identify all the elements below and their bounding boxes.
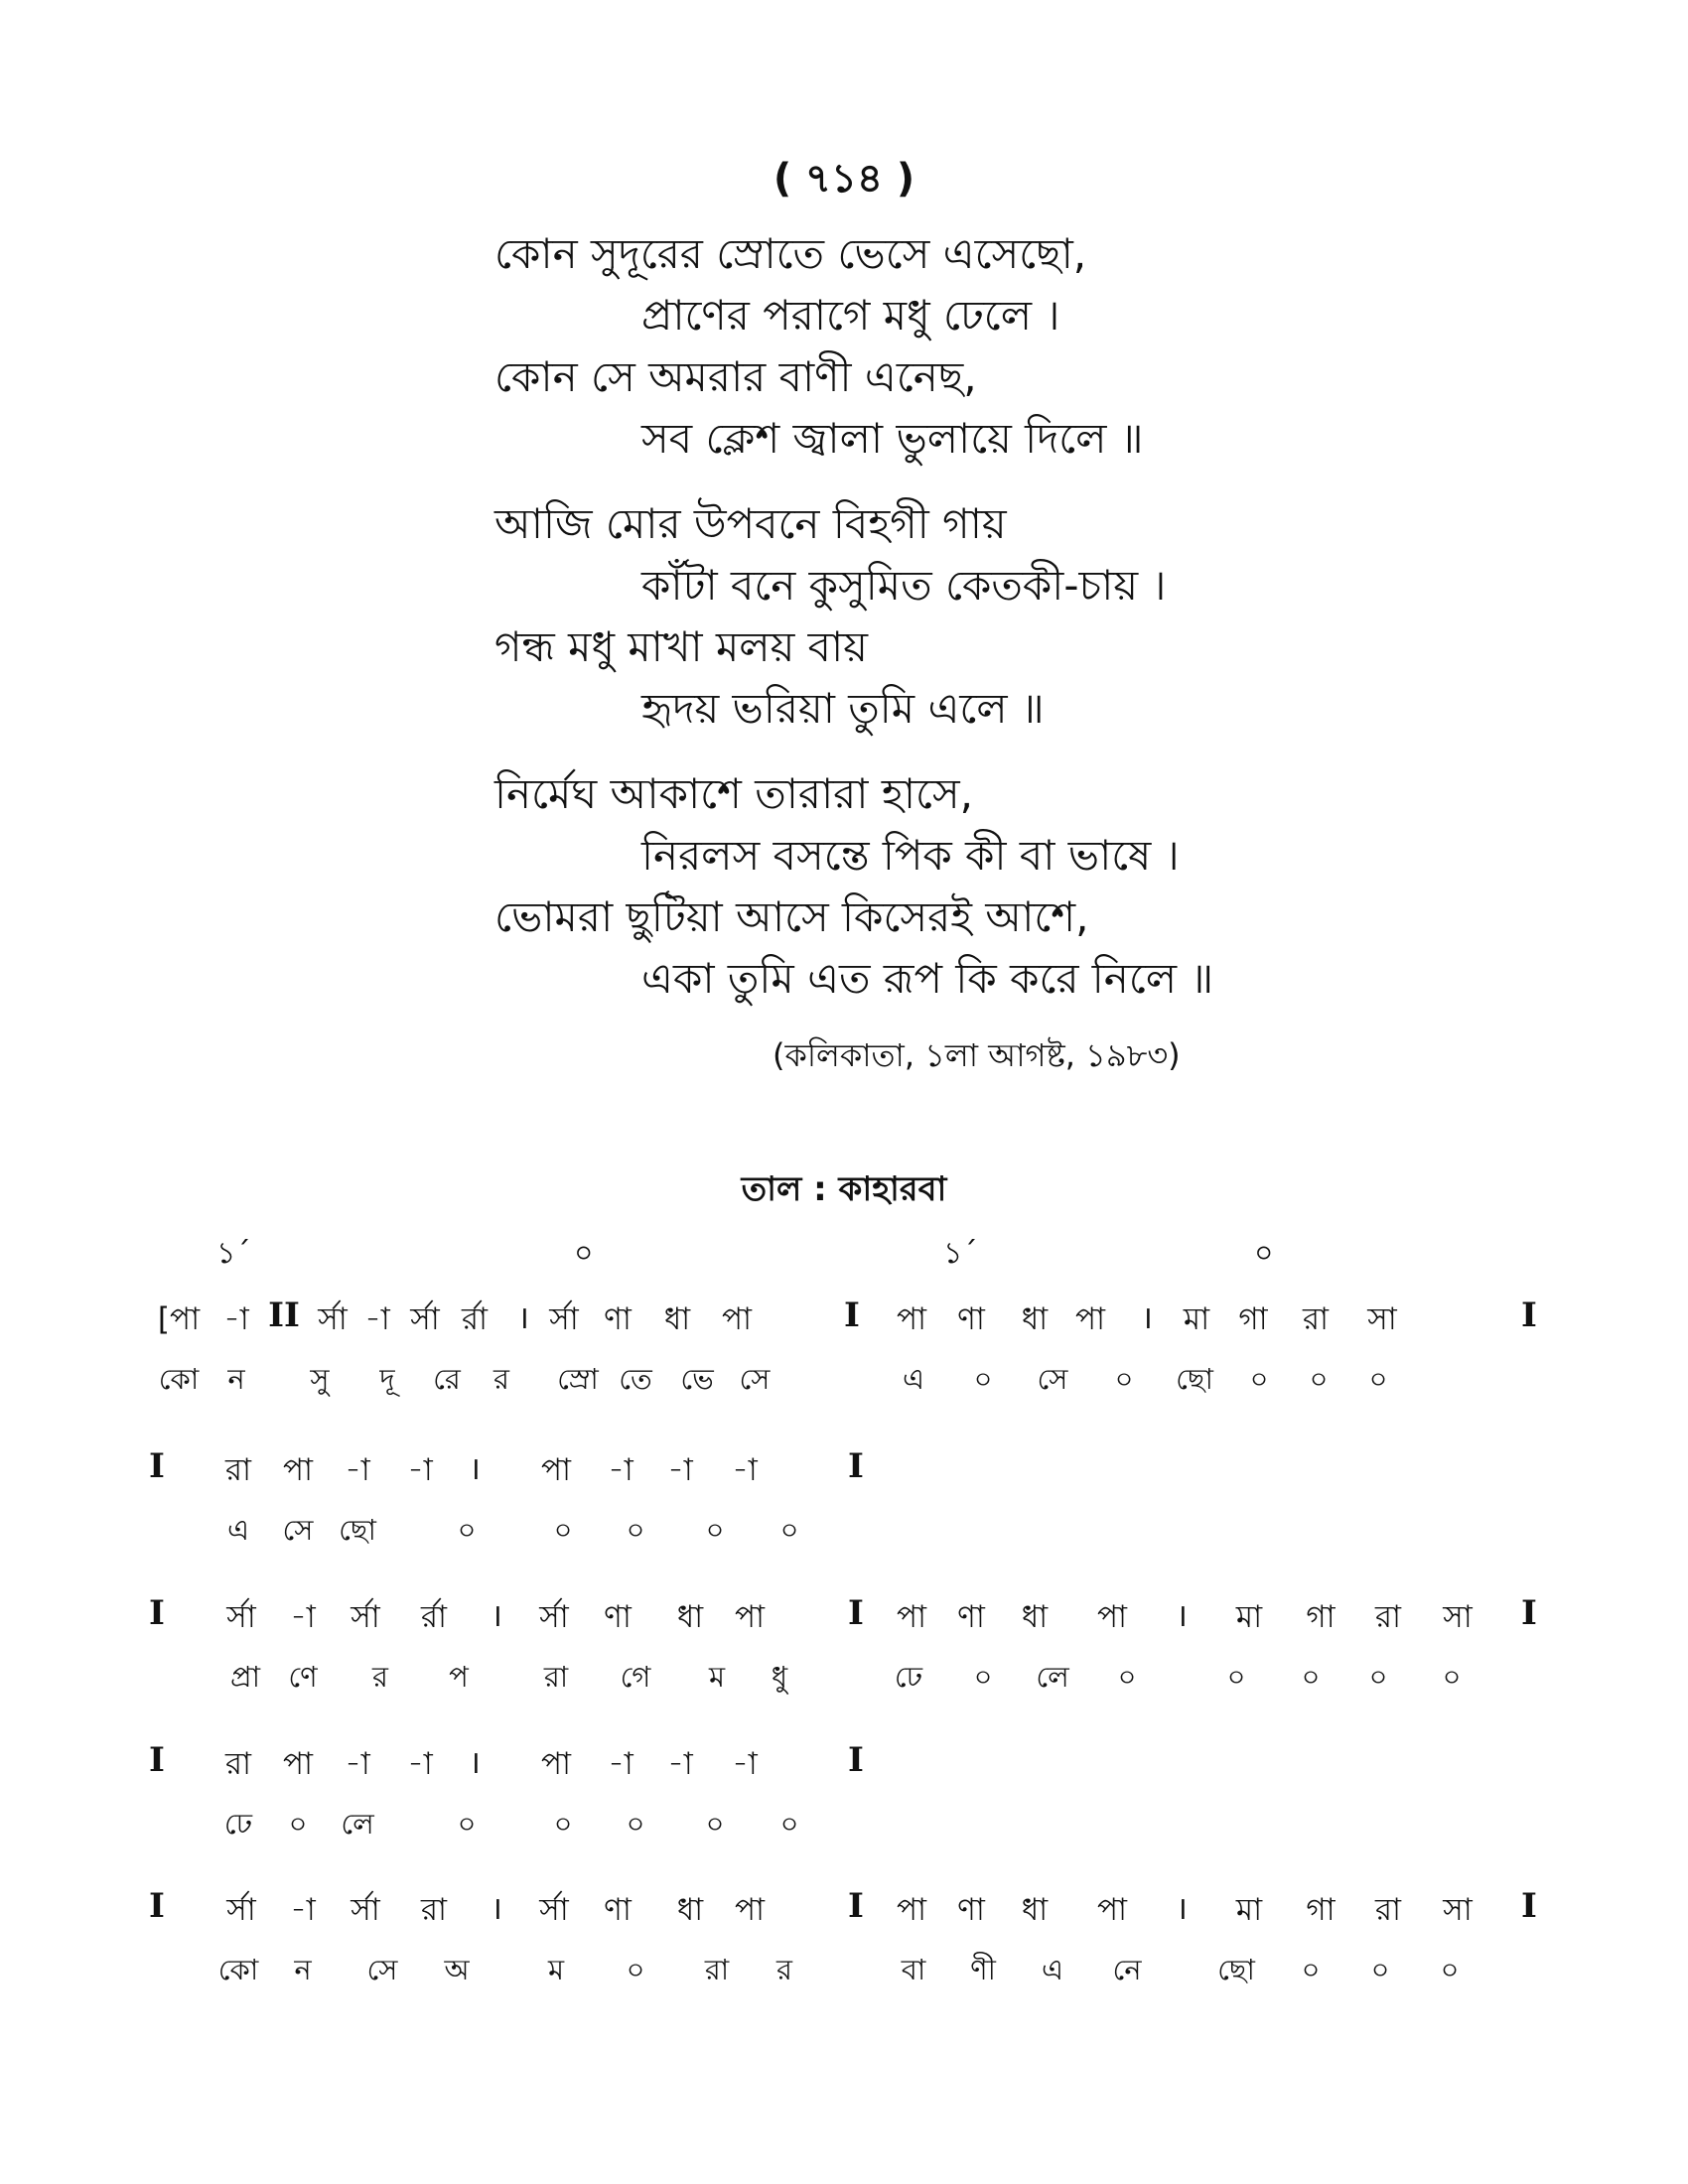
note: পা bbox=[540, 1746, 572, 1782]
notation-row bbox=[0, 1296, 1688, 1415]
note: পা bbox=[1096, 1599, 1128, 1635]
lyric-syllable: ০ bbox=[1440, 1953, 1460, 1986]
notation-row bbox=[0, 1593, 1688, 1712]
lyric-syllable: ০ bbox=[1114, 1362, 1134, 1396]
lyric-syllable: ছো bbox=[339, 1513, 376, 1547]
note: -া bbox=[608, 1452, 633, 1488]
note: ধা bbox=[1021, 1301, 1049, 1337]
beat-marker: ০ bbox=[1254, 1236, 1274, 1271]
note: মা bbox=[1183, 1301, 1210, 1337]
lyric-syllable: ০ bbox=[1368, 1362, 1388, 1396]
note: পা bbox=[540, 1452, 572, 1488]
bar-line: I bbox=[1521, 1886, 1537, 1926]
notation-row bbox=[0, 1886, 1688, 2005]
beat-divider: । bbox=[1175, 1889, 1189, 1927]
lyric-syllable: ধু bbox=[771, 1660, 788, 1694]
note: র্সা bbox=[351, 1892, 380, 1928]
bar-line: I bbox=[848, 1740, 864, 1780]
lyric-syllable: দূ bbox=[379, 1362, 395, 1396]
note: পা bbox=[896, 1301, 927, 1337]
lyric-syllable: বা bbox=[901, 1953, 926, 1986]
lyric-syllable: ০ bbox=[779, 1807, 799, 1841]
lyric-line: নিরলস বসন্তে পিক কী বা ভাষে । bbox=[641, 831, 1180, 880]
stanza bbox=[494, 493, 1587, 740]
note: ণা bbox=[604, 1301, 632, 1337]
lyric-syllable: কো bbox=[158, 1362, 200, 1396]
note: -া bbox=[345, 1746, 370, 1782]
lyric-line: কোন সুদূরের স্রোতে ভেসে এসেছো, bbox=[494, 229, 1087, 278]
note: রা bbox=[224, 1452, 252, 1488]
lyric-line: ভোমরা ছুটিয়া আসে কিসেরই আশে, bbox=[494, 892, 1089, 941]
stanza bbox=[494, 223, 1587, 470]
lyric-syllable: ০ bbox=[973, 1362, 993, 1396]
lyric-syllable: লে bbox=[341, 1807, 374, 1841]
note: রা bbox=[420, 1892, 448, 1928]
note: -া bbox=[732, 1746, 758, 1782]
beat-marker: ১´ bbox=[943, 1236, 978, 1271]
lyric-syllable: সে bbox=[366, 1953, 398, 1986]
lyric-syllable: লে bbox=[1036, 1660, 1069, 1694]
lyric-line: কাঁটা বনে কুসুমিত কেতকী-চায় । bbox=[641, 561, 1167, 610]
lyric-syllable: ০ bbox=[1442, 1660, 1462, 1694]
lyric-syllable: রা bbox=[543, 1660, 569, 1694]
lyric-syllable: গে bbox=[620, 1660, 651, 1694]
note: পা bbox=[1096, 1892, 1128, 1928]
note: মা bbox=[1235, 1599, 1263, 1635]
note: ণা bbox=[957, 1892, 985, 1928]
note: র্সা bbox=[539, 1599, 569, 1635]
note: গা bbox=[1306, 1599, 1336, 1635]
note: -া bbox=[732, 1452, 758, 1488]
note: ণা bbox=[604, 1599, 632, 1635]
beat-marker: ১´ bbox=[216, 1236, 251, 1271]
note: গা bbox=[1306, 1892, 1336, 1928]
note: -া bbox=[667, 1746, 693, 1782]
lyric-syllable: ০ bbox=[553, 1513, 573, 1547]
note: রা bbox=[1374, 1599, 1402, 1635]
bar-line: I bbox=[1521, 1296, 1537, 1335]
note: পা bbox=[282, 1452, 314, 1488]
lyric-syllable: ০ bbox=[1370, 1953, 1390, 1986]
lyric-syllable: স্রো bbox=[557, 1362, 599, 1396]
beat-markers bbox=[0, 1229, 1688, 1269]
note: -া bbox=[290, 1892, 316, 1928]
bar-line: I bbox=[848, 1446, 864, 1486]
beat-divider: । bbox=[516, 1298, 530, 1336]
lyric-syllable: তে bbox=[619, 1362, 652, 1396]
lyric-syllable: ছো bbox=[1217, 1953, 1255, 1986]
lyric-syllable: রে bbox=[433, 1362, 461, 1396]
beat-divider: । bbox=[490, 1889, 503, 1927]
beat-divider: । bbox=[1140, 1298, 1154, 1336]
beat-divider: । bbox=[490, 1596, 503, 1634]
note: -া bbox=[407, 1746, 433, 1782]
bar-line: II bbox=[268, 1296, 300, 1335]
lyric-syllable: রা bbox=[704, 1953, 730, 1986]
note: মা bbox=[1235, 1892, 1263, 1928]
note: র্সা bbox=[226, 1599, 256, 1635]
lyric-syllable: ০ bbox=[626, 1953, 645, 1986]
lyric-syllable: ০ bbox=[1249, 1362, 1269, 1396]
lyric-syllable: নে bbox=[1112, 1953, 1142, 1986]
beat-divider: । bbox=[468, 1449, 482, 1487]
lyric-syllable: অ bbox=[444, 1953, 470, 1986]
lyric-syllable: ০ bbox=[779, 1513, 799, 1547]
note: ণা bbox=[957, 1301, 985, 1337]
lyric-syllable: ০ bbox=[1301, 1953, 1321, 1986]
note: -া bbox=[223, 1301, 249, 1337]
note: -া bbox=[345, 1452, 370, 1488]
note: পা bbox=[734, 1599, 766, 1635]
tala-heading: তাল : কাহারবা bbox=[741, 1169, 947, 1209]
note: -া bbox=[364, 1301, 390, 1337]
notation-row bbox=[0, 1446, 1688, 1566]
bar-line: I bbox=[149, 1886, 165, 1926]
note: রা bbox=[224, 1746, 252, 1782]
note: র্সা bbox=[226, 1892, 256, 1928]
lyric-line: সব ক্লেশ জ্বালা ভুলায়ে দিলে ॥ bbox=[641, 414, 1144, 463]
note: -া bbox=[608, 1746, 633, 1782]
lyric-syllable: ন bbox=[294, 1953, 312, 1986]
note: র্রা bbox=[461, 1301, 489, 1337]
lyric-syllable: ০ bbox=[1368, 1660, 1388, 1694]
page-number: ( ৭১৪ ) bbox=[773, 156, 915, 202]
note: ধা bbox=[676, 1599, 704, 1635]
lyric-syllable: ০ bbox=[457, 1513, 477, 1547]
lyric-syllable: ০ bbox=[1301, 1660, 1321, 1694]
bar-line: I bbox=[1521, 1593, 1537, 1633]
lyric-syllable: ভে bbox=[680, 1362, 714, 1396]
bar-line: I bbox=[844, 1296, 860, 1335]
lyric-syllable: ০ bbox=[705, 1513, 725, 1547]
lyric-syllable: ০ bbox=[553, 1807, 573, 1841]
lyric-syllable: ০ bbox=[626, 1807, 645, 1841]
bar-line: I bbox=[149, 1446, 165, 1486]
note: পা bbox=[896, 1599, 927, 1635]
note: -া bbox=[290, 1599, 316, 1635]
lyric-syllable: ০ bbox=[1117, 1660, 1137, 1694]
lyric-syllable: র bbox=[493, 1362, 509, 1396]
lyric-syllable: প bbox=[449, 1660, 469, 1694]
lyric-syllable: ০ bbox=[973, 1660, 993, 1694]
note: পা bbox=[896, 1892, 927, 1928]
note: ণা bbox=[957, 1599, 985, 1635]
bar-line: I bbox=[149, 1593, 165, 1633]
lyric-syllable: প্রা bbox=[229, 1660, 261, 1694]
lyric-syllable: ঢে bbox=[894, 1660, 923, 1694]
note: ধা bbox=[676, 1892, 704, 1928]
lyric-syllable: ০ bbox=[457, 1807, 477, 1841]
lyric-line: প্রাণের পরাগে মধু ঢেলে । bbox=[641, 291, 1060, 340]
lyric-syllable: ০ bbox=[626, 1513, 645, 1547]
lyric-syllable: ০ bbox=[1226, 1660, 1246, 1694]
lyric-syllable: র bbox=[372, 1660, 388, 1694]
note: সা bbox=[1443, 1599, 1473, 1635]
lyric-line: একা তুমি এত রূপ কি করে নিলে ॥ bbox=[641, 954, 1214, 1003]
lyric-line: গন্ধ মধু মাখা মলয় বায় bbox=[494, 622, 868, 671]
bar-line: I bbox=[149, 1740, 165, 1780]
beat-divider: । bbox=[1175, 1596, 1189, 1634]
note: র্সা bbox=[318, 1301, 348, 1337]
note: গা bbox=[1238, 1301, 1268, 1337]
beat-divider: । bbox=[468, 1743, 482, 1781]
bar-line: I bbox=[848, 1886, 864, 1926]
lyric-syllable: ন bbox=[227, 1362, 245, 1396]
note: ণা bbox=[604, 1892, 632, 1928]
lyric-syllable: সে bbox=[739, 1362, 771, 1396]
lyric-syllable: ম bbox=[708, 1660, 726, 1694]
notation-row bbox=[0, 1740, 1688, 1859]
note: ধা bbox=[663, 1301, 691, 1337]
note: পা bbox=[282, 1746, 314, 1782]
dateline: (কলিকাতা, ১লা আগষ্ট, ১৯৮৩) bbox=[773, 1036, 1181, 1074]
note: র্সা bbox=[539, 1892, 569, 1928]
lyric-syllable: ০ bbox=[1309, 1362, 1329, 1396]
note: রা bbox=[1302, 1301, 1330, 1337]
lyric-syllable: এ bbox=[902, 1362, 925, 1396]
lyric-syllable: সে bbox=[282, 1513, 314, 1547]
note: র্সা bbox=[410, 1301, 440, 1337]
lyric-line: হৃদয় ভরিয়া তুমি এলে ॥ bbox=[641, 684, 1045, 733]
lyric-syllable: ছো bbox=[1176, 1362, 1213, 1396]
note: পা bbox=[1074, 1301, 1106, 1337]
lyric-line: কোন সে অমরার বাণী এনেছ, bbox=[494, 352, 977, 401]
lyric-syllable: সু bbox=[310, 1362, 330, 1396]
lyric-syllable: সে bbox=[1037, 1362, 1068, 1396]
lyric-syllable: ণে bbox=[288, 1660, 318, 1694]
note: রা bbox=[1374, 1892, 1402, 1928]
lyric-syllable: এ bbox=[226, 1513, 250, 1547]
note: -া bbox=[407, 1452, 433, 1488]
lyric-syllable: ০ bbox=[705, 1807, 725, 1841]
lyric-syllable: এ bbox=[1041, 1953, 1064, 1986]
note: সা bbox=[1443, 1892, 1473, 1928]
bar-line: I bbox=[848, 1593, 864, 1633]
stanza bbox=[494, 763, 1587, 1010]
note: র্সা bbox=[549, 1301, 579, 1337]
song-lyrics bbox=[494, 223, 1587, 1033]
note: পা bbox=[721, 1301, 753, 1337]
lyric-syllable: ম bbox=[547, 1953, 565, 1986]
note: [পা bbox=[157, 1301, 201, 1337]
lyric-line: নির্মেঘ আকাশে তারারা হাসে, bbox=[494, 769, 974, 818]
beat-marker: ০ bbox=[574, 1236, 594, 1271]
lyric-syllable: ০ bbox=[288, 1807, 308, 1841]
lyric-syllable: র bbox=[776, 1953, 792, 1986]
lyric-syllable: ণী bbox=[970, 1953, 996, 1986]
note: র্সা bbox=[351, 1599, 380, 1635]
note: পা bbox=[734, 1892, 766, 1928]
lyric-syllable: কো bbox=[217, 1953, 259, 1986]
lyric-syllable: ঢে bbox=[223, 1807, 253, 1841]
note: -া bbox=[667, 1452, 693, 1488]
note: সা bbox=[1367, 1301, 1397, 1337]
lyric-line: আজি মোর উপবনে বিহগী গায় bbox=[494, 499, 1007, 548]
note: র্রা bbox=[420, 1599, 448, 1635]
note: ধা bbox=[1021, 1599, 1049, 1635]
note: ধা bbox=[1021, 1892, 1049, 1928]
